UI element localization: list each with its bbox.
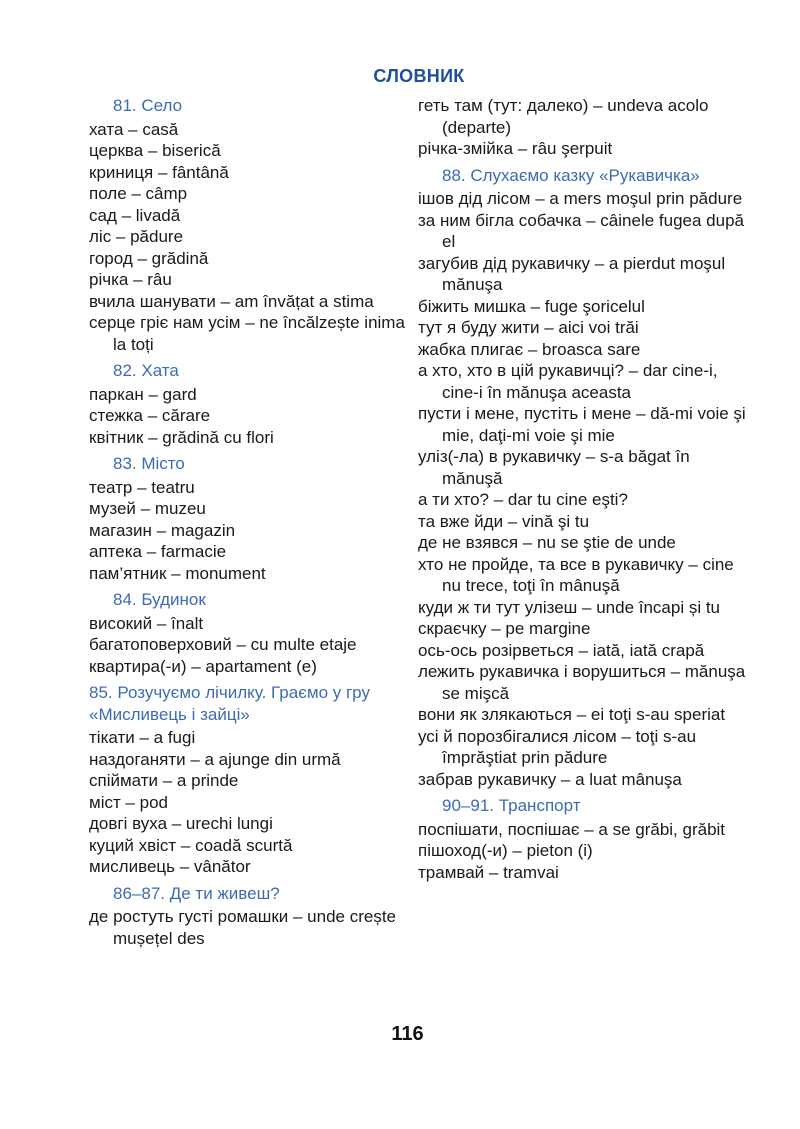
vocab-entry: уліз(-ла) в рукавичку – s-a băgat în mănuşă: [418, 447, 690, 488]
vocab-entry: пусти і мене, пустіть і мене – dă-mi voie şi mie, daţi-mi voie şi mie: [418, 404, 746, 445]
vocab-entry: вони як злякаються – ei toţi s-au speriat: [418, 705, 726, 724]
vocab-entry: стежка – cărare: [89, 406, 211, 425]
vocab-section: [89, 360, 411, 448]
vocab-entry: музей – muzeu: [89, 499, 206, 518]
vocab-entry: поле – câmp: [89, 184, 188, 203]
vocab-section: [89, 589, 411, 677]
vocab-entry: паркан – gard: [89, 384, 197, 404]
vocab-entry: усі й порозбігалися лісом – toţi s-au împrăştiat prin pădure: [418, 726, 697, 767]
vocab-section: [89, 95, 411, 355]
vocab-entry: лежить рукавичка і ворушиться – mănuşa se mişcă: [418, 662, 746, 703]
vocab-entry: річка – râu: [89, 270, 172, 289]
vocab-entry: вчила шанувати – am învățat a stima: [89, 291, 374, 311]
vocab-entry: трамвай – tramvai: [418, 862, 559, 882]
vocab-entry: пішоход(-и) – pieton (i): [418, 841, 593, 860]
vocab-entry: сад – livadă: [89, 205, 181, 225]
vocab-entry: річка-змійка – râu şerpuit: [418, 139, 613, 158]
vocab-entry: аптека – farmacie: [89, 542, 227, 561]
section-heading: 81. Село: [113, 96, 183, 115]
vocab-entry: мисливець – vânător: [89, 857, 251, 876]
vocab-entry: де не взявся – nu se ştie de unde: [418, 533, 676, 552]
section-heading: 84. Будинок: [113, 590, 206, 609]
vocab-entry: хто не пройде, та все в рукавичку – cine nu trece, toţi în mânuşă: [418, 554, 734, 595]
vocab-entry: багатоповерховий – cu multe etaje: [89, 635, 357, 654]
vocab-entry: а ти хто? – dar tu cine eşti?: [418, 490, 628, 509]
right-column: [418, 95, 748, 888]
vocab-entry: квітник – grădină cu flori: [89, 427, 274, 447]
section-heading: 83. Місто: [113, 454, 185, 473]
vocab-entry: куций хвіст – coadă scurtă: [89, 835, 293, 855]
vocab-entry: геть там (тут: далеко) – undeva acolo (departe): [418, 96, 709, 137]
vocab-entry: квартира(-и) – apartament (e): [89, 656, 317, 676]
vocab-section: [89, 682, 411, 878]
vocab-section: [89, 883, 411, 950]
vocab-entry: де ростуть густі ромашки – unde crește mușețel des: [89, 907, 397, 948]
section-heading: 86–87. Де ти живеш?: [113, 883, 280, 903]
vocab-entry: а хто, хто в цій рукавичці? – dar cine-i, cine-i în mănuşa aceasta: [418, 361, 718, 402]
vocab-entry: за ним бігла собачка – câinele fugea după el: [418, 210, 744, 251]
vocab-entry: пам’ятник – monument: [89, 563, 266, 583]
vocab-entry: та вже йди – vină şi tu: [418, 511, 590, 531]
vocab-section: [418, 795, 748, 883]
vocab-section: [418, 95, 748, 160]
vocab-entry: біжить мишка – fuge şoricelul: [418, 296, 645, 316]
vocab-entry: театр – teatru: [89, 477, 195, 497]
page-number: 116: [391, 1023, 424, 1045]
vocab-section: [89, 453, 411, 584]
vocab-entry: криниця – fântână: [89, 162, 229, 182]
left-column: [89, 95, 411, 954]
vocab-entry: наздоганяти – a ajunge din urmă: [89, 749, 341, 769]
vocab-entry: забрав рукавичку – a luat mânuşa: [418, 769, 682, 789]
section-heading: 88. Слухаємо казку «Рукавичка»: [442, 165, 700, 185]
vocab-entry: загубив дід рукавичку – a pierdut moşul mănuşa: [418, 253, 726, 294]
vocab-entry: ішов дід лісом – a mers moşul prin pădure: [418, 189, 743, 208]
vocab-entry: тікати – a fugi: [89, 728, 196, 747]
vocab-entry: жабка плигає – broasca sare: [418, 339, 641, 359]
section-heading: 82. Хата: [113, 361, 179, 380]
section-heading: 90–91. Транспорт: [442, 796, 581, 815]
vocab-entry: город – grădină: [89, 248, 209, 268]
vocab-entry: серце гріє нам усім – ne încălzește inima la toți: [89, 313, 405, 354]
vocab-entry: тут я буду жити – aici voi trăi: [418, 318, 639, 337]
vocab-entry: високий – înalt: [89, 613, 204, 633]
vocab-entry: куди ж ти тут улізеш – unde încapi și tu: [418, 597, 721, 617]
vocab-entry: ліс – pădure: [89, 227, 184, 246]
vocab-entry: магазин – magazin: [89, 520, 236, 540]
vocab-entry: поспішати, поспішає – a se grăbi, grăbit: [418, 819, 726, 839]
vocab-entry: довгі вуха – urechi lungi: [89, 814, 273, 833]
section-heading: 85. Розучуємо лічилку. Граємо у гру «Мисливець і зайці»: [89, 683, 370, 724]
vocab-entry: хата – casă: [89, 119, 179, 139]
vocab-entry: церква – biserică: [89, 141, 221, 160]
vocab-entry: скраєчку – pe margine: [418, 619, 591, 638]
vocab-entry: ось-ось розірветься – iată, iată crapă: [418, 640, 705, 660]
vocab-entry: міст – pod: [89, 792, 169, 812]
vocab-section: [418, 165, 748, 791]
page-title: СЛОВНИК: [373, 66, 465, 86]
vocab-entry: спіймати – a prinde: [89, 771, 239, 790]
